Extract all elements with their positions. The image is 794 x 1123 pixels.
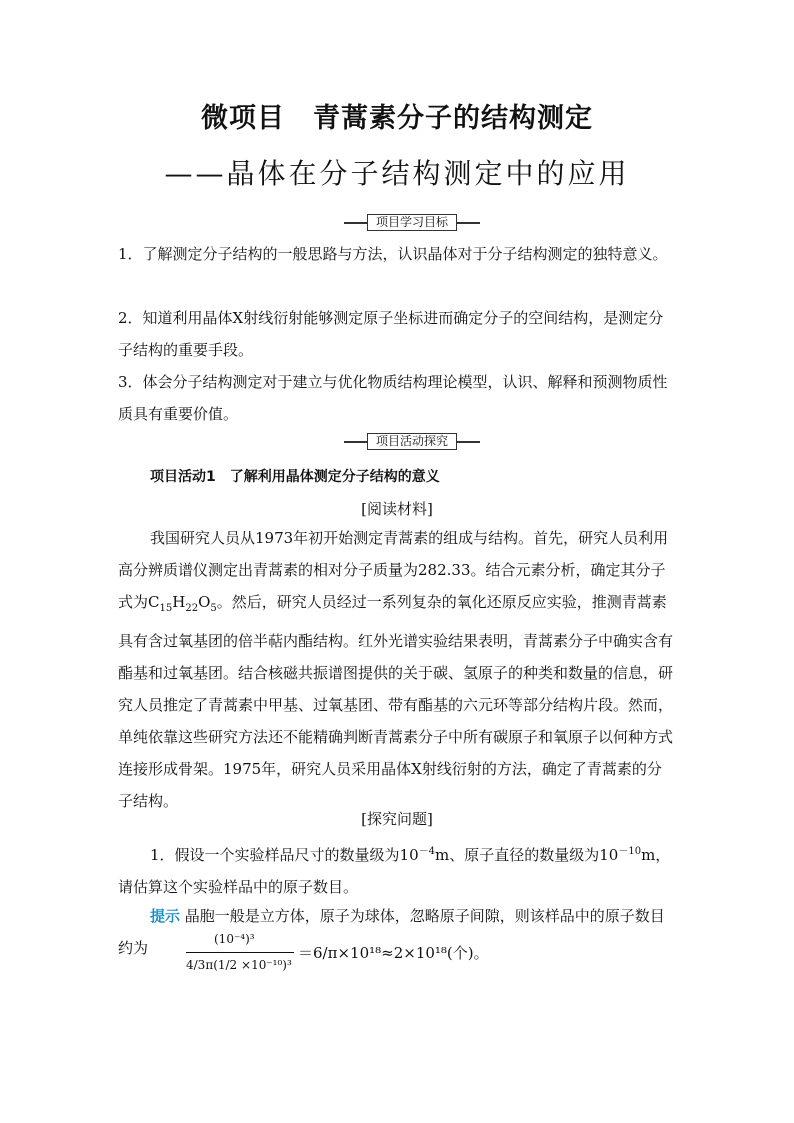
explore-banner: [344, 432, 480, 450]
tip-text: 晶胞一般是立方体，原子为球体，忽略原子间隙，则该样品中的原子数目约为: [118, 907, 665, 957]
reading-label: [阅读材料]: [361, 500, 433, 518]
tip-label: 提示: [150, 907, 181, 925]
reading-paragraph: [118, 522, 676, 817]
goal-item-2: 2．知道利用晶体X射线衍射能够测定原子坐标进而确定分子的空间结构，是测定分子结构的重要手段。: [118, 309, 664, 359]
molecular-formula: $C_{15}H_{22}O_5$: [148, 593, 217, 614]
question-1: 1．假设一个实验样品尺寸的数量级为$10^{-4}m$、原子直径的数量级为$10^{-10}m$，请估算这个实验样品中的原子数目。: [118, 846, 671, 896]
page-subtitle: ——晶体在分子结构测定中的应用: [164, 157, 630, 190]
question-label: [探究问题]: [361, 810, 433, 828]
explore-banner-label: 项目活动探究: [367, 433, 457, 450]
goals-banner-label: 项目学习目标: [367, 214, 457, 231]
goals-banner: [344, 213, 480, 231]
answer-formula: [186, 932, 666, 1002]
reading-text-2: 。然后，研究人员经过一系列复杂的氧化还原反应实验，推测青蒿素具有含过氧基团的倍半萜内酯结构。红外光谱实验结果表明，青蒿素分子中确实含有酯基和过氧基团。结合核磁共振谱图提供的关于碳、氢原子的种类和数量的信息，研究人员推定了青蒿素中甲基、过氧基团、带有酯基的六元环等部分结构片段。然而，单纯依靠这些研究方法还不能精确判断青蒿素分子中所有碳原子和氧原子以何种方式连接形成骨架。1975年，研究人员采用晶体X射线衍射的方法，确定了青蒿素的分子结构。: [118, 593, 674, 810]
fraction-denominator: 4/3π(1/2 ×10⁻¹⁰)³: [186, 958, 292, 972]
activity-title: 项目活动1 了解利用晶体测定分子结构的意义: [150, 469, 440, 485]
goal-item-3: 3．体会分子结构测定对于建立与优化物质结构理论模型，认识、解释和预测物质性质具有重要价值。: [118, 373, 668, 423]
fraction-bar: [186, 952, 294, 953]
answer-result: ＝6/π×10¹⁸≈2×10¹⁸(个)。: [298, 944, 489, 962]
reading-text-1: 我国研究人员从1973年初开始测定青蒿素的组成与结构。首先，研究人员利用高分辨质谱仪测定出青蒿素的相对分子质量为282.33。结合元素分析，确定其分子式为: [118, 529, 669, 611]
fraction-numerator: (10⁻⁴)³: [214, 932, 255, 946]
page-title: 微项目 青蒿素分子的结构测定: [201, 103, 593, 134]
goal-item-1: 1．了解测定分子结构的一般思路与方法，认识晶体对于分子结构测定的独特意义。: [118, 245, 668, 263]
